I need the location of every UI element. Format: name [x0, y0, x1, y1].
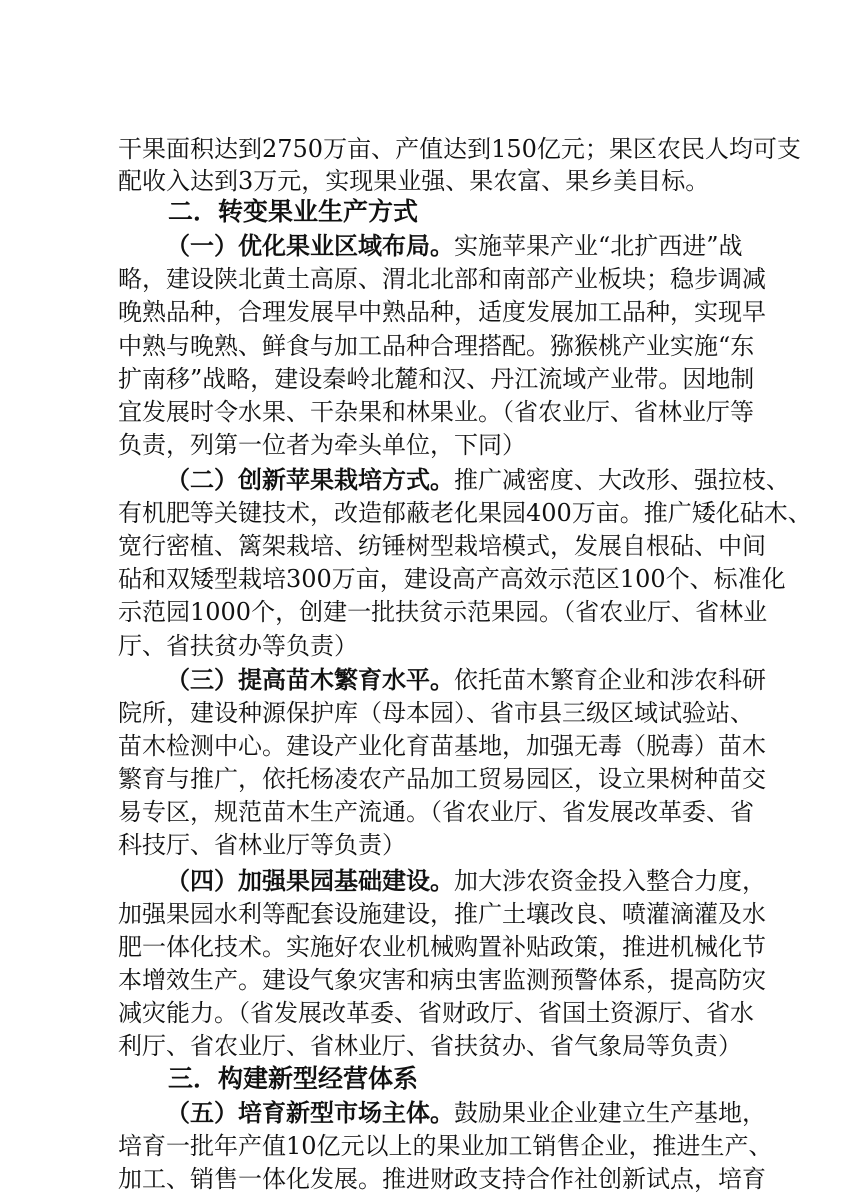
body-line: 晚熟品种，合理发展早中熟品种，适度发展加工品种，实现早 [118, 298, 766, 326]
body-line: 负责，列第一位者为牵头单位，下同） [118, 431, 526, 459]
body-line: 配收入达到3万元，实现果业强、果农富、果乡美目标。 [118, 167, 710, 195]
paragraph-line [166, 865, 786, 897]
paragraph-heading-5: （五）培育新型市场主体。 [166, 1098, 454, 1127]
body-line: 中熟与晚熟、鲜食与加工品种合理搭配。猕猴桃产业实施“东 [118, 332, 755, 360]
body-line: 易专区，规范苗木生产流通。（省农业厅、省发展改革委、省 [118, 798, 754, 826]
body-line: 加工、销售一体化发展。推进财政支持合作社创新试点，培育 [118, 1165, 766, 1193]
body-line: 干果面积达到2750万亩、产值达到150亿元；果区农民人均可支 [118, 135, 801, 163]
paragraph-line [166, 230, 786, 262]
body-line: 扩南移”战略，建设秦岭北麓和汉、丹江流域产业带。因地制 [118, 365, 755, 393]
section-heading-2: 二．转变果业生产方式 [168, 197, 419, 226]
body-line: 减灾能力。（省发展改革委、省财政厅、省国土资源厅、省水 [118, 999, 754, 1027]
paragraph-line [166, 464, 790, 496]
body-line: 宽行密植、篱架栽培、纺锤树型栽培模式，发展自根砧、中间 [118, 532, 766, 560]
paragraph-heading-1: （一）优化果业区域布局。 [166, 231, 454, 260]
body-line: 利厅、省农业厅、省林业厅、省扶贫办、省气象局等负责） [118, 1032, 742, 1060]
paragraph-line [166, 664, 786, 696]
paragraph-text: 实施苹果产业“北扩西进”战 [454, 232, 743, 260]
body-line: 示范园1000个，创建一批扶贫示范果园。（省农业厅、省林业 [118, 598, 768, 626]
body-line: 繁育与推广，依托杨凌农产品加工贸易园区，设立果树种苗交 [118, 765, 766, 793]
body-line: 肥一体化技术。实施好农业机械购置补贴政策，推进机械化节 [118, 933, 766, 961]
body-line: 砧和双矮型栽培300万亩，建设高产高效示范区100个、标准化 [118, 565, 786, 593]
paragraph-heading-3: （三）提高苗木繁育水平。 [166, 665, 454, 694]
paragraph-heading-4: （四）加强果园基础建设。 [166, 866, 454, 895]
body-line: 苗木检测中心。建设产业化育苗基地，加强无毒（脱毒）苗木 [118, 732, 766, 760]
body-line: 略，建设陕北黄土高原、渭北北部和南部产业板块；稳步调减 [118, 265, 766, 293]
paragraph-text: 加大涉农资金投入整合力度， [454, 867, 766, 895]
paragraph-line [166, 1097, 786, 1129]
body-line: 本增效生产。建设气象灾害和病虫害监测预警体系，提高防灾 [118, 966, 766, 994]
paragraph-text: 推广减密度、大改形、强拉枝、 [454, 466, 790, 494]
body-line: 加强果园水利等配套设施建设，推广土壤改良、喷灌滴灌及水 [118, 900, 766, 928]
body-line: 培育一批年产值10亿元以上的果业加工销售企业，推进生产、 [118, 1132, 773, 1160]
paragraph-text: 鼓励果业企业建立生产基地， [454, 1099, 766, 1127]
body-line: 科技厅、省林业厅等负责） [118, 831, 406, 859]
section-heading-3: 三．构建新型经营体系 [168, 1064, 419, 1093]
body-line: 宜发展时令水果、干杂果和林果业。（省农业厅、省林业厅等 [118, 398, 754, 426]
body-line: 院所，建设种源保护库（母本园）、省市县三级区域试验站、 [118, 699, 754, 727]
body-line: 有机肥等关键技术，改造郁蔽老化果园400万亩。推广矮化砧木、 [118, 499, 812, 527]
paragraph-text: 依托苗木繁育企业和涉农科研 [454, 666, 766, 694]
paragraph-heading-2: （二）创新苹果栽培方式。 [166, 465, 454, 494]
body-line: 厅、省扶贫办等负责） [118, 632, 358, 660]
